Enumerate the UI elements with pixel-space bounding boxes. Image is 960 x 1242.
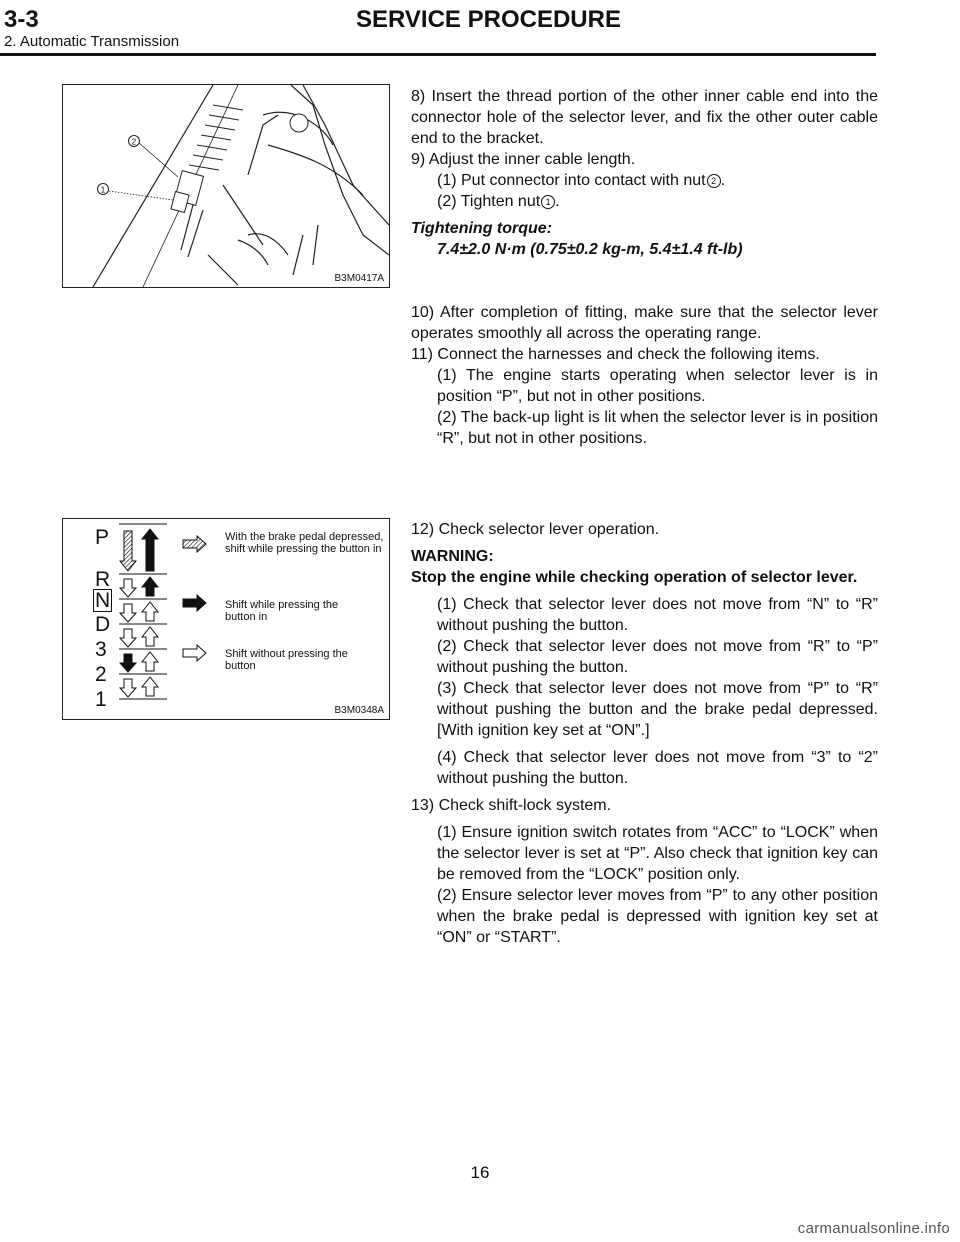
step-10: 10) After completion of fitting, make sure that the selector lever operates smoothly all across the operating range. bbox=[411, 304, 878, 342]
callout-1-label: 1 bbox=[100, 185, 106, 195]
step-11: 11) Connect the harnesses and check the following items. bbox=[411, 346, 820, 363]
legend-open-arrow-icon bbox=[183, 645, 206, 661]
press-shift-up-arrow-icon bbox=[142, 577, 158, 596]
free-shift-up-arrow-icon bbox=[142, 602, 158, 621]
step-12-4: (4) Check that selector lever does not move from “3” to “2” without pushing the button. bbox=[437, 749, 878, 787]
page-number: 16 bbox=[470, 1163, 490, 1182]
gear-3: 3 bbox=[95, 638, 107, 661]
step-12-1: (1) Check that selector lever does not move from “N” to “R” without pushing the button. bbox=[437, 596, 878, 634]
watermark: carmanualsonline.info bbox=[797, 1220, 950, 1237]
section-number: 3-3 bbox=[4, 6, 39, 33]
press-shift-down-arrow-icon bbox=[120, 654, 136, 672]
page-title: SERVICE PROCEDURE bbox=[356, 6, 621, 33]
free-shift-up-arrow-icon bbox=[142, 652, 158, 671]
step-9-2-text: (2) Tighten nut bbox=[437, 193, 541, 210]
figure-id: B3M0417A bbox=[334, 273, 384, 284]
legend-free-shift: Shift without pressing the button bbox=[225, 648, 348, 672]
brake-shift-arrow-icon bbox=[120, 531, 136, 571]
free-shift-down-arrow-icon bbox=[120, 579, 136, 597]
figure-id: B3M0348A bbox=[334, 705, 384, 716]
callout-2-leader bbox=[139, 143, 178, 177]
step-11-2: (2) The back-up light is lit when the selector lever is in position “R”, but not in other positions. bbox=[437, 409, 878, 447]
steps-8-to-9 bbox=[411, 86, 878, 260]
step-13: 13) Check shift-lock system. bbox=[411, 797, 612, 814]
free-shift-up-arrow-icon bbox=[142, 627, 158, 646]
header-rule bbox=[0, 53, 876, 56]
torque-label: Tightening torque: bbox=[411, 220, 553, 237]
warning-text: Stop the engine while checking operation of selector lever. bbox=[411, 569, 858, 586]
steps-12-to-13 bbox=[411, 519, 878, 948]
gear-n: N bbox=[95, 589, 111, 612]
free-shift-down-arrow-icon bbox=[120, 679, 136, 697]
step-9: 9) Adjust the inner cable length. bbox=[411, 151, 636, 168]
torque-value: 7.4±2.0 N·m (0.75±0.2 kg-m, 5.4±1.4 ft-lb) bbox=[437, 241, 743, 258]
press-shift-up-arrow-icon bbox=[142, 529, 158, 571]
step-13-1: (1) Ensure ignition switch rotates from “ACC” to “LOCK” when the selector lever is set at “P”. Also check that ignition key can be removed from the “LOCK” position only. bbox=[437, 824, 878, 883]
step-9-2: (2) Tighten nut 1 . bbox=[437, 193, 560, 210]
gear-d: D bbox=[95, 613, 111, 636]
step-8: 8) Insert the thread portion of the other inner cable end into the connector hole of the selector lever, and fix the other outer cable end to the bracket. bbox=[411, 88, 878, 147]
steps-10-to-11 bbox=[411, 302, 878, 449]
free-shift-down-arrow-icon bbox=[120, 629, 136, 647]
nut-2-ref: 2 bbox=[707, 174, 721, 188]
cable-adjustment-figure bbox=[62, 84, 390, 288]
gear-r: R bbox=[95, 568, 111, 591]
nut-1-ref: 1 bbox=[541, 195, 555, 209]
step-13-2: (2) Ensure selector lever moves from “P” to any other position when the brake pedal is depressed with ignition key set at “ON” or “START”. bbox=[437, 887, 878, 946]
free-shift-down-arrow-icon bbox=[120, 604, 136, 622]
callout-2-label: 2 bbox=[131, 137, 137, 147]
step-9-1: (1) Put connector into contact with nut 2 . bbox=[437, 172, 726, 189]
legend-brake-shift: With the brake pedal depressed, shift while pressing the button in bbox=[225, 531, 384, 555]
gear-1: 1 bbox=[95, 688, 107, 711]
warning-label: WARNING: bbox=[411, 548, 494, 565]
free-shift-up-arrow-icon bbox=[142, 677, 158, 696]
gear-2: 2 bbox=[95, 663, 107, 686]
gear-p: P bbox=[95, 526, 110, 549]
step-11-1: (1) The engine starts operating when selector lever is in position “P”, but not in other positions. bbox=[437, 367, 878, 405]
callout-1-leader bbox=[109, 191, 173, 200]
legend-solid-arrow-icon bbox=[183, 595, 206, 611]
cable-illustration bbox=[63, 85, 389, 287]
step-12-2: (2) Check that selector lever does not move from “R” to “P” without pushing the button. bbox=[437, 638, 878, 676]
legend-hatched-arrow-icon bbox=[183, 536, 206, 552]
section-subtitle: 2. Automatic Transmission bbox=[4, 33, 180, 50]
step-9-1-text: (1) Put connector into contact with nut bbox=[437, 172, 706, 189]
step-12-3: (3) Check that selector lever does not move from “P” to “R” without pushing the button and the brake pedal depressed. [With ignition key set at “ON”.] bbox=[437, 680, 878, 739]
legend-press-shift: Shift while pressing the button in bbox=[225, 599, 339, 623]
shift-pattern-figure bbox=[62, 518, 390, 720]
step-12: 12) Check selector lever operation. bbox=[411, 521, 660, 538]
